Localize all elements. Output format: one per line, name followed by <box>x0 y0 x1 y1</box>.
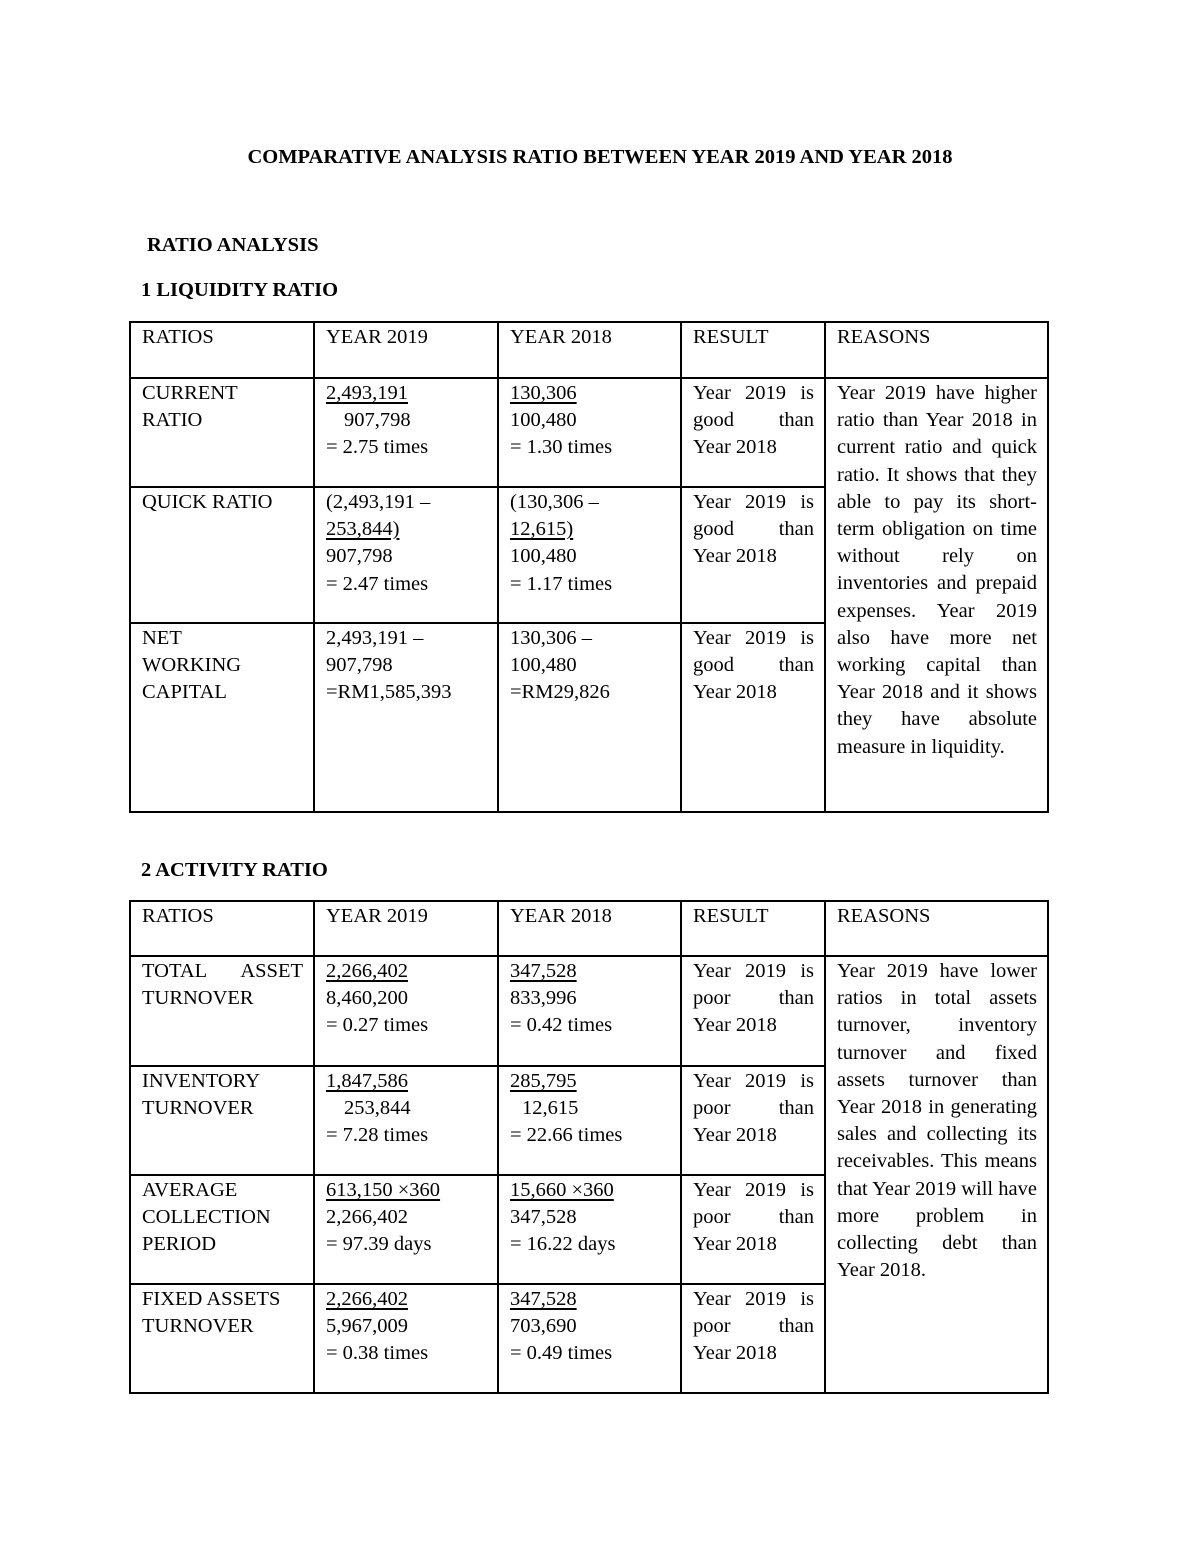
numerator: 12,615) <box>510 518 574 541</box>
activity-heading: 2 ACTIVITY RATIO <box>141 859 328 881</box>
header-reasons: REASONS <box>825 901 1048 956</box>
result-text: Year 2019 is <box>693 1288 814 1310</box>
result-cell <box>681 1284 825 1393</box>
numerator: 253,844) <box>326 518 400 541</box>
denominator: 2,266,402 <box>326 1206 408 1229</box>
ratio-name-cell <box>130 623 314 812</box>
result-text: Year 2019 is <box>693 491 814 513</box>
ratio-name-cell <box>130 378 314 487</box>
year-2018-cell <box>498 623 681 812</box>
result-value: = 0.38 times <box>326 1342 429 1365</box>
result-value: = 7.28 times <box>326 1124 429 1147</box>
liquidity-ratio-table <box>129 321 1049 813</box>
header-year-2018: YEAR 2018 <box>498 901 681 956</box>
numerator: 2,493,191 <box>326 382 408 404</box>
year-2018-cell <box>498 1175 681 1284</box>
result-text: Year 2018 <box>693 1124 777 1147</box>
result-value: =RM29,826 <box>510 681 610 704</box>
denominator: 8,460,200 <box>326 987 408 1010</box>
numerator: 347,528 <box>510 960 577 982</box>
result-text: Year 2018 <box>693 1014 777 1037</box>
result-text: good than <box>693 518 814 541</box>
ratio-name: COLLECTION <box>142 1206 271 1229</box>
header-result: RESULT <box>681 901 825 956</box>
header-year-2019: YEAR 2019 <box>314 901 498 956</box>
ratio-name: TURNOVER <box>142 987 254 1010</box>
year-2018-cell <box>498 1066 681 1175</box>
numerator: (2,493,191 – <box>326 491 431 513</box>
result-text: poor than <box>693 1206 814 1229</box>
result-cell <box>681 1175 825 1284</box>
denominator: 907,798 <box>326 654 393 677</box>
result-cell <box>681 1066 825 1175</box>
ratio-name-cell <box>130 1284 314 1393</box>
result-value: = 97.39 days <box>326 1233 432 1256</box>
section-heading: RATIO ANALYSIS <box>147 234 319 256</box>
denominator: 907,798 <box>326 545 393 568</box>
denominator: 100,480 <box>510 409 577 432</box>
ratio-name: TOTAL ASSET <box>142 960 303 982</box>
document-title: COMPARATIVE ANALYSIS RATIO BETWEEN YEAR 2019 AND YEAR 2018 <box>247 146 953 168</box>
numerator: (130,306 – <box>510 491 599 513</box>
result-text: poor than <box>693 1097 814 1120</box>
year-2019-cell <box>314 956 498 1066</box>
result-text: Year 2019 is <box>693 627 814 649</box>
result-value: =RM1,585,393 <box>326 681 452 704</box>
result-text: good than <box>693 409 814 432</box>
reasons-cell: Year 2019 have higher ratio than Year 2018 in current ratio and quick ratio. It shows that they able to pay its short-term obligation on time without rely on inventories and prepaid expenses. Year 2019 also have more net working capital than Year 2018 and it shows they have absolute measure in liquidity. <box>825 378 1048 812</box>
header-year-2019: YEAR 2019 <box>314 322 498 378</box>
denominator: 5,967,009 <box>326 1315 408 1338</box>
result-text: Year 2018 <box>693 545 777 568</box>
result-value: = 0.42 times <box>510 1014 613 1037</box>
numerator: 347,528 <box>510 1288 577 1310</box>
ratio-name: FIXED ASSETS <box>142 1288 281 1310</box>
result-text: Year 2019 is <box>693 960 814 982</box>
ratio-name: QUICK RATIO <box>142 491 273 513</box>
denominator: 100,480 <box>510 654 577 677</box>
result-cell <box>681 956 825 1066</box>
result-text: Year 2018 <box>693 436 777 459</box>
ratio-name-cell <box>130 1066 314 1175</box>
result-value: = 0.27 times <box>326 1014 429 1037</box>
table-header-row <box>130 322 1048 378</box>
table-row <box>130 378 1048 487</box>
result-text: good than <box>693 654 814 677</box>
year-2019-cell <box>314 623 498 812</box>
result-value: = 22.66 times <box>510 1124 623 1147</box>
denominator: 347,528 <box>510 1206 577 1229</box>
numerator: 130,306 – <box>510 627 592 649</box>
activity-ratio-table <box>129 900 1049 1394</box>
result-text: Year 2018 <box>693 1342 777 1365</box>
result-value: = 1.17 times <box>510 572 613 595</box>
year-2018-cell <box>498 1284 681 1393</box>
ratio-name: CURRENT <box>142 382 238 404</box>
year-2018-cell <box>498 378 681 487</box>
table-row <box>130 956 1048 1066</box>
numerator: 2,266,402 <box>326 1288 408 1310</box>
result-value: = 2.47 times <box>326 572 429 595</box>
result-text: poor than <box>693 987 814 1010</box>
result-text: Year 2019 is <box>693 1070 814 1092</box>
result-cell <box>681 378 825 487</box>
header-result: RESULT <box>681 322 825 378</box>
year-2019-cell <box>314 378 498 487</box>
header-reasons: REASONS <box>825 322 1048 378</box>
ratio-name: WORKING <box>142 654 242 677</box>
year-2019-cell <box>314 1284 498 1393</box>
numerator: 1,847,586 <box>326 1070 408 1092</box>
liquidity-heading: 1 LIQUIDITY RATIO <box>141 279 339 301</box>
ratio-name-cell <box>130 487 314 623</box>
year-2019-cell <box>314 1175 498 1284</box>
denominator: 907,798 <box>344 409 411 432</box>
result-text: poor than <box>693 1315 814 1338</box>
year-2019-cell <box>314 487 498 623</box>
year-2018-cell <box>498 956 681 1066</box>
ratio-name: NET <box>142 627 182 649</box>
ratio-name: CAPITAL <box>142 681 227 704</box>
header-ratios: RATIOS <box>130 901 314 956</box>
numerator: 15,660 ×360 <box>510 1179 614 1201</box>
year-2019-cell <box>314 1066 498 1175</box>
numerator: 613,150 ×360 <box>326 1179 441 1201</box>
result-text: Year 2019 is <box>693 1179 814 1201</box>
numerator: 2,493,191 – <box>326 627 424 649</box>
result-cell <box>681 487 825 623</box>
numerator: 130,306 <box>510 382 577 404</box>
year-2018-cell <box>498 487 681 623</box>
result-value: = 2.75 times <box>326 436 429 459</box>
ratio-name: RATIO <box>142 409 203 432</box>
ratio-name: TURNOVER <box>142 1315 254 1338</box>
result-text: Year 2018 <box>693 681 777 704</box>
ratio-name: PERIOD <box>142 1233 217 1256</box>
denominator: 12,615 <box>522 1097 579 1120</box>
denominator: 100,480 <box>510 545 577 568</box>
result-cell <box>681 623 825 812</box>
ratio-name: AVERAGE <box>142 1179 238 1201</box>
result-value: = 16.22 days <box>510 1233 616 1256</box>
result-text: Year 2018 <box>693 1233 777 1256</box>
result-value: = 1.30 times <box>510 436 613 459</box>
header-ratios: RATIOS <box>130 322 314 378</box>
result-value: = 0.49 times <box>510 1342 613 1365</box>
ratio-name-cell <box>130 1175 314 1284</box>
denominator: 703,690 <box>510 1315 577 1338</box>
denominator: 833,996 <box>510 987 577 1010</box>
numerator: 285,795 <box>510 1070 577 1092</box>
numerator: 2,266,402 <box>326 960 408 982</box>
ratio-name: INVENTORY <box>142 1070 261 1092</box>
result-text: Year 2019 is <box>693 382 814 404</box>
table-header-row <box>130 901 1048 956</box>
ratio-name: TURNOVER <box>142 1097 254 1120</box>
denominator: 253,844 <box>344 1097 411 1120</box>
header-year-2018: YEAR 2018 <box>498 322 681 378</box>
reasons-cell: Year 2019 have lower ratios in total assets turnover, inventory turnover and fixed assets turnover than Year 2018 in generating sales and collecting its receivables. This means that Year 2019 will have more problem in collecting debt than Year 2018. <box>825 956 1048 1393</box>
ratio-name-cell <box>130 956 314 1066</box>
